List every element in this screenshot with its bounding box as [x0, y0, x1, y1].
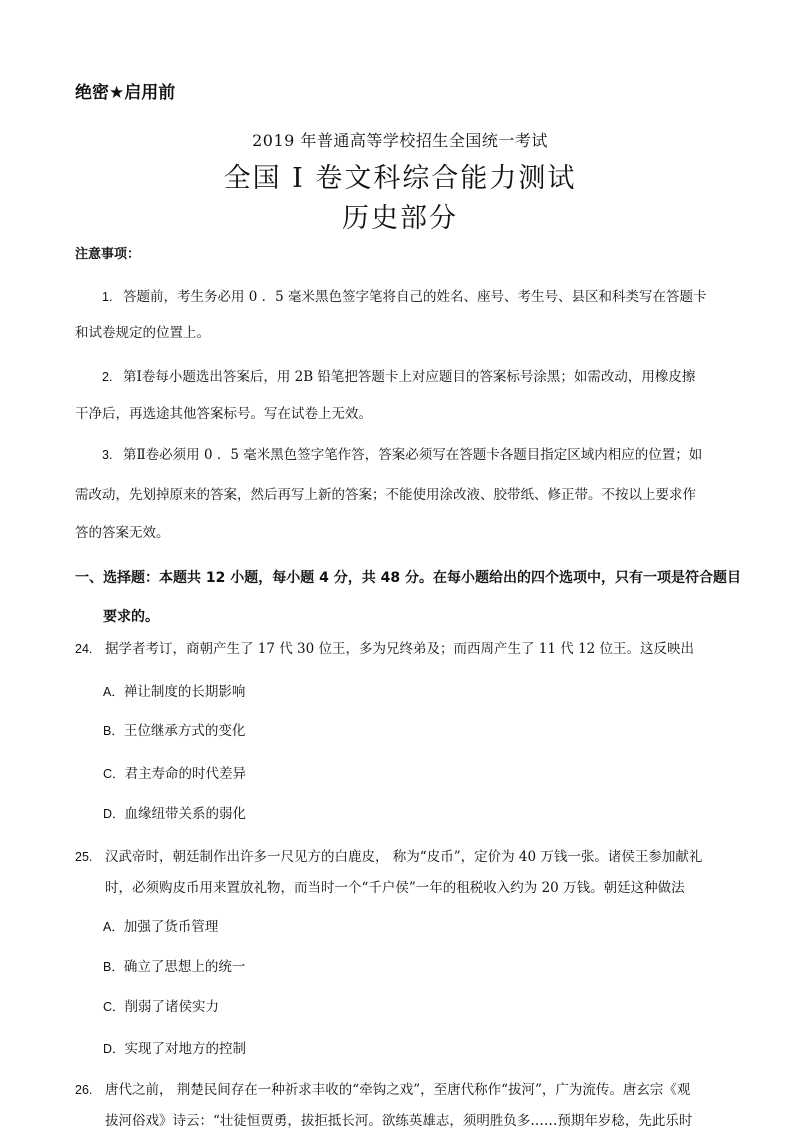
question-number: 26.: [75, 1083, 93, 1097]
option-b: B．王位继承方式的变化: [103, 723, 246, 739]
exam-year-line: 2019 年普通高等学校招生全国统一考试: [252, 131, 548, 150]
note-text: 和试卷规定的位置上。: [75, 325, 210, 341]
option-a: A．禅让制度的长期影响: [103, 684, 246, 700]
option-d: D．实现了对地方的控制: [103, 1041, 247, 1057]
section-heading-cont: 要求的。: [103, 609, 159, 625]
note-text: 答的答案无效。: [75, 525, 170, 541]
note-text: 答题前，考生务必用 0 ．5 毫米黑色签字笔将自己的姓名、座号、考生号、县区和科类写在答题卡: [123, 289, 707, 305]
question-number: 24.: [75, 642, 93, 656]
question-stem: 时，必须购皮币用来置放礼物，而当时一个“千户侯”一年的租税收入约为 20 万钱。朝廷这种做法: [105, 880, 685, 896]
option-a: A．加强了货币管理: [103, 919, 219, 935]
note-text: 第Ⅰ卷每小题选出答案后，用 2B 铅笔把答题卡上对应题目的答案标号涂黑；如需改动，用橡皮擦: [123, 369, 696, 385]
question-stem: 汉武帝时，朝廷制作出许多一尺见方的白鹿皮， 称为“皮币”，定价为 40 万钱一张。诸侯王参加献礼: [105, 849, 703, 865]
subject-title: 历史部分: [342, 203, 458, 234]
section-heading: 一、选择题：本题共 12 小题，每小题 4 分，共 48 分。在每小题给出的四个选项中，只有一项是符合题目: [75, 570, 741, 586]
question-stem: 据学者考订，商朝产生了 17 代 30 位王，多为兄终弟及；而西周产生了 11 代 12 位王。这反映出: [105, 641, 695, 657]
note-text: 干净后，再选途其他答案标号。写在试卷上无效。: [75, 406, 372, 422]
question-stem: 拔河俗戏》诗云：“壮徒恒贾勇，拔拒抵长河。欲练英雄志，须明胜负多……预期年岁稔，先此乐时: [105, 1113, 693, 1129]
question-stem: 唐代之前， 荆楚民间存在一种祈求丰收的“牵钩之戏”，至唐代称作“拔河”，广为流传。唐玄宗《观: [105, 1082, 691, 1098]
exam-title: 全国 I 卷文科综合能力测试: [223, 163, 577, 194]
option-c: C．削弱了诸侯实力: [103, 999, 220, 1015]
option-b: B．确立了思想上的统一: [103, 959, 246, 975]
secret-mark: 绝密★启用前: [75, 83, 176, 103]
note-number: 2.: [102, 370, 113, 384]
notes-heading: 注意事项：: [75, 247, 141, 262]
note-text: 第Ⅱ卷必须用 0 ．5 毫米黑色签字笔作答，答案必须写在答题卡各题目指定区域内相应的位置；如: [123, 447, 703, 463]
question-number: 25.: [75, 850, 93, 864]
option-d: D．血缘纽带关系的弱化: [103, 806, 247, 822]
note-number: 3.: [102, 448, 113, 462]
option-c: C．君主寿命的时代差异: [103, 766, 247, 782]
note-text: 需改动，先划掉原来的答案，然后再写上新的答案；不能使用涂改液、胶带纸、修正带。不按以上要求作: [75, 487, 696, 503]
note-number: 1.: [102, 290, 113, 304]
